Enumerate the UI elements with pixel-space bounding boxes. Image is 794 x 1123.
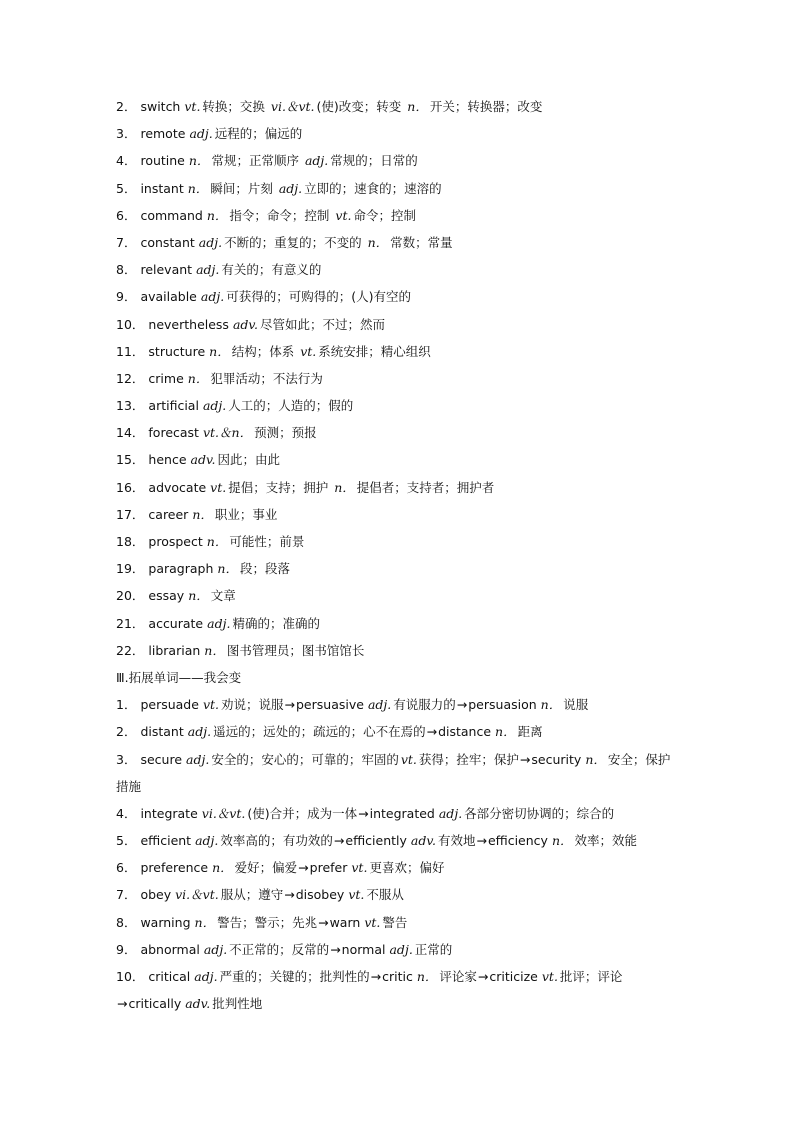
extended-entry [116, 800, 678, 827]
part-of-speech: adj. [207, 615, 231, 631]
extended-entry [116, 909, 678, 936]
part-of-speech: n． [188, 588, 209, 604]
vocab-entry [116, 474, 678, 501]
definition: 各部分密切协调的；综合的 [464, 805, 615, 821]
extended-entry [116, 691, 678, 718]
arrow-icon: → [117, 996, 128, 1012]
vocab-entry [116, 392, 678, 419]
definition: 犯罪活动；不法行为 [210, 370, 323, 386]
definition: 精确的；准确的 [232, 615, 320, 631]
part-of-speech: n． [367, 234, 389, 250]
entry-number: 5． [116, 180, 137, 196]
entry-number: 12． [116, 370, 145, 386]
entry-number: 4． [116, 153, 137, 169]
definition: 严重的；关键的；批判性的 [219, 969, 370, 985]
extended-entry [116, 718, 678, 745]
definition: 因此；由此 [217, 452, 281, 468]
part-of-speech: vi.＆vt. [175, 887, 219, 903]
part-of-speech: vt.＆n． [202, 425, 253, 441]
definition: (使)改变；转变 [316, 99, 402, 114]
definition: 效率；效能 [574, 833, 638, 849]
vocab-entry [116, 582, 678, 609]
entry-word: advocate [148, 479, 207, 495]
arrow-icon: → [330, 941, 341, 957]
part-of-speech: vt. [202, 697, 219, 713]
entry-word: integrated [369, 805, 435, 821]
entry-word: efficiency [487, 833, 548, 849]
arrow-icon: → [318, 914, 329, 930]
part-of-speech: n． [187, 370, 209, 386]
definition: 批评；评论 [559, 969, 623, 985]
definition: 安全；保护措施 [116, 751, 671, 794]
part-of-speech: n． [540, 697, 562, 713]
vocab-entry [116, 283, 678, 310]
definition: 命令；控制 [353, 207, 416, 223]
vocab-entry [116, 120, 678, 147]
part-of-speech: adj. [196, 262, 220, 278]
entry-word: instant [140, 180, 184, 196]
part-of-speech: adj. [198, 234, 223, 250]
definition: 段；段落 [239, 561, 290, 577]
entry-word: artificial [148, 398, 199, 414]
definition: 不正常的；反常的 [229, 941, 330, 957]
entry-word: security [531, 751, 582, 767]
entry-number: 10． [116, 969, 145, 985]
part-of-speech: adj. [438, 805, 463, 821]
vocab-entry [116, 365, 678, 392]
definition: 常规的；日常的 [330, 153, 418, 169]
definition: 远程的；偏远的 [214, 126, 303, 142]
part-of-speech: n． [407, 99, 428, 114]
vocab-entry [116, 311, 678, 338]
definition: 服从；遵守 [220, 887, 284, 903]
vocab-entry [116, 202, 678, 229]
entry-number: 8． [116, 914, 137, 930]
definition: 指令；命令；控制 [229, 207, 330, 223]
definition: 获得；拴牢；保护 [418, 751, 519, 767]
part-of-speech: vt. [184, 99, 201, 114]
entry-number: 9． [116, 941, 137, 957]
entry-number: 6． [116, 207, 137, 223]
entry-number: 4． [116, 805, 137, 821]
entry-word: efficiently [345, 833, 407, 849]
entry-number: 13． [116, 398, 145, 414]
entry-word: critically [128, 996, 182, 1012]
entry-number: 15． [116, 452, 145, 468]
definition: 可获得的；可购得的；(人)有空的 [226, 289, 411, 305]
entry-number: 7． [116, 234, 137, 250]
vocabulary-list [116, 93, 678, 664]
entry-word: obey [140, 887, 172, 903]
entry-word: distant [140, 724, 184, 740]
part-of-speech: adj. [195, 833, 219, 849]
definition: 瞬间；片刻 [210, 180, 273, 196]
entry-word: secure [140, 751, 183, 767]
part-of-speech: adj. [278, 180, 303, 196]
arrow-icon: → [477, 969, 489, 985]
arrow-icon: → [284, 697, 295, 713]
arrow-icon: → [358, 805, 369, 821]
part-of-speech: adv. [190, 452, 216, 468]
definition: 不服从 [366, 887, 404, 903]
part-of-speech: n． [187, 180, 209, 196]
vocab-entry [116, 419, 678, 446]
entry-word: critic [382, 969, 413, 985]
entry-number: 3． [116, 126, 137, 142]
entry-word: remote [140, 126, 186, 142]
part-of-speech: n． [551, 833, 573, 849]
vocab-entry [116, 256, 678, 283]
entry-word: critical [148, 969, 191, 985]
entry-number: 10． [116, 316, 145, 332]
definition: 结构；体系 [231, 343, 295, 359]
part-of-speech: n． [585, 751, 606, 767]
entry-number: 5． [116, 833, 137, 849]
definition: 说服 [563, 697, 589, 713]
definition: 效率高的；有功效的 [220, 833, 333, 849]
vocab-entry [116, 229, 678, 256]
definition: 安全的；安心的；可靠的；牢固的 [211, 751, 399, 767]
definition: 更喜欢；偏好 [369, 860, 445, 876]
part-of-speech: vi.＆vt. [201, 805, 246, 821]
entry-word: prospect [148, 534, 203, 549]
entry-number: 18． [116, 534, 145, 549]
entry-word: disobey [295, 887, 345, 903]
entry-word: persuade [140, 697, 199, 713]
entry-number: 14． [116, 425, 145, 441]
part-of-speech: n． [194, 914, 216, 930]
entry-word: persuasive [296, 697, 364, 713]
part-of-speech: adv. [232, 316, 258, 332]
part-of-speech: n． [209, 343, 230, 359]
definition: 劝说；说服 [221, 697, 284, 713]
entry-word: warn [329, 914, 361, 930]
entry-word: accurate [148, 615, 204, 631]
part-of-speech: n． [416, 969, 438, 985]
entry-word: persuasion [468, 697, 537, 713]
definition: 爱好；偏爱 [234, 860, 298, 876]
part-of-speech: adj. [389, 941, 413, 957]
definition: 常数；常量 [390, 234, 453, 250]
part-of-speech: vt. [300, 343, 317, 359]
extended-entry [116, 963, 678, 1017]
definition: 批判性地 [212, 996, 263, 1012]
part-of-speech: adj. [189, 126, 213, 142]
entry-number: 7． [116, 887, 137, 903]
entry-word: prefer [309, 860, 348, 876]
entry-word: abnormal [140, 941, 200, 957]
arrow-icon: → [333, 833, 345, 849]
definition: 开关；转换器；改变 [429, 99, 543, 114]
entry-word: available [140, 289, 197, 305]
entry-word: constant [140, 234, 195, 250]
vocabulary-content [116, 93, 678, 1017]
definition: 有说服力的 [393, 697, 456, 713]
part-of-speech: vt. [210, 479, 227, 495]
definition: 人工的；人造的；假的 [228, 398, 354, 414]
definition: 图书管理员；图书馆馆长 [226, 642, 365, 658]
part-of-speech: adv. [185, 996, 211, 1012]
part-of-speech: vt. [400, 751, 417, 767]
part-of-speech: vt. [335, 207, 352, 223]
entry-number: 1． [116, 697, 137, 713]
entry-number: 9． [116, 289, 137, 305]
part-of-speech: adv. [410, 833, 436, 849]
definition: 距离 [517, 724, 543, 740]
entry-word: switch [140, 99, 181, 114]
entry-number: 22． [116, 642, 145, 658]
vocab-entry [116, 501, 678, 528]
arrow-icon: → [370, 969, 382, 985]
part-of-speech: adj. [203, 941, 228, 957]
entry-word: integrate [140, 805, 198, 821]
part-of-speech: adj. [304, 153, 329, 169]
definition: 尽管如此；不过；然而 [259, 316, 385, 332]
entry-number: 17． [116, 506, 145, 522]
definition: 提倡；支持；拥护 [228, 479, 329, 495]
entry-word: essay [148, 588, 185, 604]
definition: 提倡者；支持者；拥护者 [356, 479, 495, 495]
definition: 有效地 [437, 833, 476, 849]
arrow-icon: → [519, 751, 531, 767]
part-of-speech: n． [188, 153, 210, 169]
entry-word: forecast [148, 425, 199, 441]
definition: (使)合并；成为一体 [247, 805, 358, 821]
entry-number: 2． [116, 99, 137, 114]
vocab-entry [116, 93, 678, 120]
entry-number: 6． [116, 860, 137, 876]
part-of-speech: n． [206, 534, 228, 549]
part-of-speech: adj. [194, 969, 218, 985]
section-heading: Ⅲ.拓展单词——我会变 [116, 669, 242, 685]
entry-word: command [140, 207, 203, 223]
definition: 遥远的；远处的；疏远的；心不在焉的 [213, 724, 426, 740]
extended-entry [116, 827, 678, 854]
entry-word: distance [438, 724, 492, 740]
definition: 有关的；有意义的 [221, 262, 322, 278]
entry-word: hence [148, 452, 187, 468]
part-of-speech: vt. [364, 914, 381, 930]
definition: 不断的；重复的；不变的 [224, 234, 362, 250]
vocab-entry [116, 637, 678, 664]
definition: 预测；预报 [254, 425, 317, 441]
entry-word: efficient [140, 833, 192, 849]
part-of-speech: n． [212, 860, 233, 876]
part-of-speech: n． [217, 561, 238, 577]
vocab-entry [116, 338, 678, 365]
definition: 文章 [210, 588, 236, 604]
arrow-icon: → [456, 697, 468, 713]
vocab-entry [116, 610, 678, 637]
part-of-speech: adj. [367, 697, 392, 713]
entry-word: career [148, 506, 189, 522]
entry-number: 11． [116, 343, 145, 359]
part-of-speech: vt. [351, 860, 368, 876]
entry-word: routine [140, 153, 185, 169]
definition: 可能性；前景 [229, 534, 305, 549]
definition: 常规；正常顺序 [211, 153, 299, 169]
part-of-speech: n． [495, 724, 516, 740]
definition: 警告 [382, 914, 408, 930]
extended-vocabulary-list [116, 691, 678, 1017]
vocab-entry [116, 147, 678, 174]
arrow-icon: → [426, 724, 438, 740]
part-of-speech: n． [204, 642, 225, 658]
part-of-speech: n． [206, 207, 228, 223]
arrow-icon: → [476, 833, 487, 849]
entry-number: 20． [116, 588, 145, 604]
entry-word: paragraph [148, 561, 214, 577]
part-of-speech: adj. [187, 724, 212, 740]
definition: 职业；事业 [214, 506, 278, 522]
part-of-speech: vt. [541, 969, 558, 985]
entry-word: preference [140, 860, 209, 876]
vocab-entry [116, 528, 678, 555]
definition: 立即的；速食的；速溶的 [304, 180, 442, 196]
vocab-entry [116, 555, 678, 582]
entry-number: 8． [116, 262, 137, 278]
part-of-speech: vt. [348, 887, 365, 903]
entry-word: crime [148, 370, 184, 386]
definition: 正常的 [414, 941, 453, 957]
definition: 系统安排；精心组织 [318, 343, 431, 359]
vocab-entry [116, 446, 678, 473]
entry-word: normal [341, 941, 386, 957]
part-of-speech: adj. [202, 398, 227, 414]
extended-entry [116, 746, 678, 800]
entry-word: relevant [140, 262, 193, 278]
part-of-speech: vi.＆vt. [270, 99, 315, 114]
extended-entry [116, 881, 678, 908]
entry-number: 19． [116, 561, 145, 577]
part-of-speech: n． [192, 506, 213, 522]
entry-number: 3． [116, 751, 137, 767]
entry-word: nevertheless [148, 316, 229, 332]
entry-word: structure [148, 343, 206, 359]
definition: 评论家 [439, 969, 477, 985]
entry-word: warning [140, 914, 191, 930]
entry-number: 21． [116, 615, 145, 631]
entry-word: criticize [489, 969, 538, 985]
arrow-icon: → [284, 887, 295, 903]
vocab-entry [116, 175, 678, 202]
entry-word: librarian [148, 642, 201, 658]
arrow-icon: → [298, 860, 309, 876]
definition: 警告；警示；先兆 [217, 914, 318, 930]
extended-entry [116, 936, 678, 963]
entry-number: 2． [116, 724, 137, 740]
part-of-speech: adj. [200, 289, 225, 305]
part-of-speech: adj. [186, 751, 210, 767]
part-of-speech: n． [334, 479, 355, 495]
definition: 转换；交换 [202, 99, 265, 114]
extended-entry [116, 854, 678, 881]
entry-number: 16． [116, 479, 145, 495]
